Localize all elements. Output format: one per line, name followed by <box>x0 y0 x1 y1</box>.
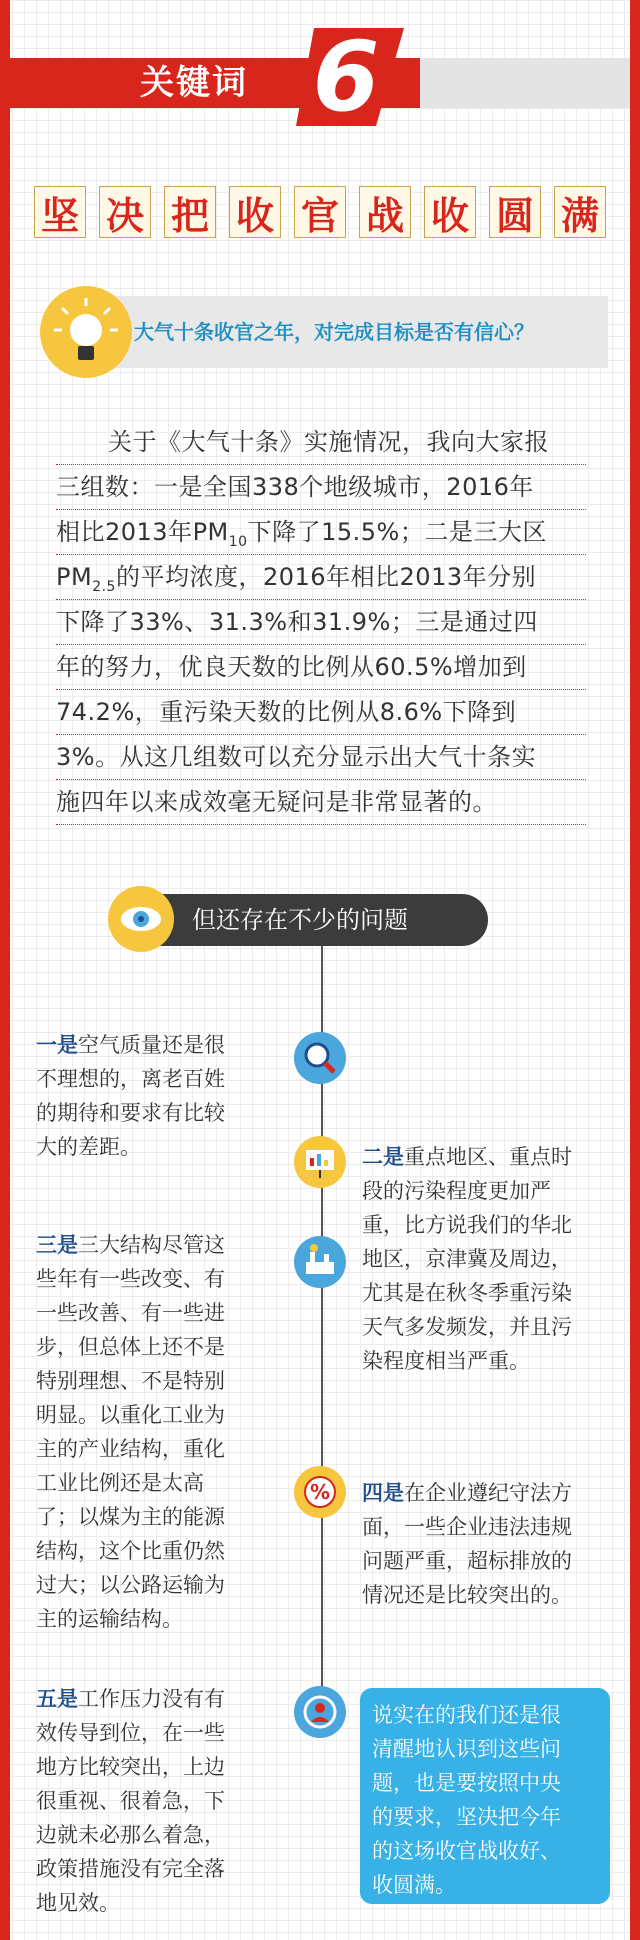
title-char: 满 <box>554 186 606 238</box>
paragraph-line <box>56 510 586 555</box>
item-key: 五是 <box>36 1687 78 1711</box>
item-text: 工作压力没有有 <box>78 1687 225 1711</box>
item-line <box>362 1140 614 1174</box>
item-line: 问题严重，超标排放的 <box>362 1549 572 1573</box>
item-line <box>36 1228 282 1262</box>
item-key: 二是 <box>362 1145 404 1169</box>
item-two <box>362 1140 614 1378</box>
callout-line: 题，也是要按照中央 <box>372 1771 561 1795</box>
paragraph-line-text: 下降了15.5%；二是三大区 <box>247 518 547 546</box>
item-line: 很重视、很着急，下 <box>36 1789 225 1813</box>
paragraph-line: 施四年以来成效毫无疑问是非常显著的。 <box>56 780 586 825</box>
keyword-number: 6 <box>312 22 380 132</box>
paragraph-line-text: 的平均浓度，2016年相比2013年分别 <box>115 563 537 591</box>
title-char: 把 <box>164 186 216 238</box>
callout-line: 清醒地认识到这些问 <box>372 1737 561 1761</box>
header-band-tail <box>420 58 630 108</box>
summary-paragraph <box>56 420 586 825</box>
item-four <box>362 1476 614 1612</box>
paragraph-line: 下降了33%、31.3%和31.9%；三是通过四 <box>56 600 586 645</box>
item-line: 段的污染程度更加严 <box>362 1179 551 1203</box>
item-line: 些年有一些改变、有 <box>36 1267 225 1291</box>
item-line <box>36 1682 282 1716</box>
item-three <box>36 1228 282 1636</box>
item-line: 尤其是在秋冬季重污染 <box>362 1281 572 1305</box>
item-line: 边就未必那么着急， <box>36 1823 225 1847</box>
item-key: 三是 <box>36 1233 78 1257</box>
item-text: 三大结构尽管这 <box>78 1233 225 1257</box>
pm10-subscript: 10 <box>228 533 248 550</box>
callout-line: 说实在的我们还是很 <box>372 1703 561 1727</box>
item-line: 明显。以重化工业为 <box>36 1403 225 1427</box>
item-key: 四是 <box>362 1481 404 1505</box>
item-line: 地方比较突出，上边 <box>36 1755 225 1779</box>
item-line: 情况还是比较突出的。 <box>362 1583 572 1607</box>
paragraph-line: 3%。从这几组数可以充分显示出大气十条实 <box>56 735 586 780</box>
item-line: 大的差距。 <box>36 1135 141 1159</box>
callout-line: 收圆满。 <box>372 1873 456 1897</box>
chart-board-icon <box>294 1136 346 1188</box>
title-char: 决 <box>99 186 151 238</box>
item-line: 染程度相当严重。 <box>362 1349 530 1373</box>
callout-line: 的要求，坚决把今年 <box>372 1805 561 1829</box>
paragraph-line: 年的努力，优良天数的比例从60.5%增加到 <box>56 645 586 690</box>
paragraph-line: 三组数：一是全国338个地级城市，2016年 <box>56 465 586 510</box>
pm25-subscript: 2.5 <box>92 578 116 595</box>
main-title <box>34 186 606 238</box>
item-key: 一是 <box>36 1033 78 1057</box>
title-char: 官 <box>294 186 346 238</box>
person-refresh-icon <box>294 1686 346 1738</box>
item-line: 了；以煤为主的能源 <box>36 1505 225 1529</box>
item-line: 主的运输结构。 <box>36 1607 183 1631</box>
item-five <box>36 1682 282 1920</box>
paragraph-line <box>56 555 586 600</box>
pm10-prefix: 相比2013年PM <box>56 518 229 546</box>
item-line <box>36 1028 282 1062</box>
paragraph-line: 关于《大气十条》实施情况，我向大家报 <box>56 420 586 465</box>
title-char: 坚 <box>34 186 86 238</box>
magnifier-icon <box>294 1032 346 1084</box>
item-text: 重点地区、重点时 <box>404 1145 572 1169</box>
factory-icon <box>294 1236 346 1288</box>
problems-title: 但还存在不少的问题 <box>192 906 408 934</box>
item-line: 的期待和要求有比较 <box>36 1101 225 1125</box>
item-line: 过大；以公路运输为 <box>36 1573 225 1597</box>
title-char: 圆 <box>489 186 541 238</box>
item-line: 重，比方说我们的华北 <box>362 1213 572 1237</box>
item-line: 不理想的，离老百姓 <box>36 1067 225 1091</box>
item-line: 地见效。 <box>36 1891 120 1915</box>
item-line: 工业比例还是太高 <box>36 1471 204 1495</box>
keyword-label: 关键词 <box>140 63 248 103</box>
conclusion-text <box>372 1698 608 1902</box>
item-line: 步，但总体上还不是 <box>36 1335 225 1359</box>
question-text: 大气十条收官之年，对完成目标是否有信心？ <box>134 320 534 344</box>
item-text: 在企业遵纪守法方 <box>404 1481 572 1505</box>
item-line: 面，一些企业违法违规 <box>362 1515 572 1539</box>
item-one <box>36 1028 282 1164</box>
item-line: 天气多发频发，并且污 <box>362 1315 572 1339</box>
item-line: 政策措施没有完全落 <box>36 1857 225 1881</box>
item-line: 主的产业结构，重化 <box>36 1437 225 1461</box>
title-char: 收 <box>229 186 281 238</box>
lightbulb-icon <box>40 286 132 378</box>
item-line <box>362 1476 614 1510</box>
item-line: 效传导到位，在一些 <box>36 1721 225 1745</box>
eye-icon <box>108 886 174 952</box>
paragraph-line: 74.2%，重污染天数的比例从8.6%下降到 <box>56 690 586 735</box>
item-line: 地区，京津冀及周边， <box>362 1247 572 1271</box>
title-char: 收 <box>424 186 476 238</box>
item-line: 特别理想、不是特别 <box>36 1369 225 1393</box>
right-rail <box>630 0 640 1940</box>
left-rail <box>0 0 10 1940</box>
pm25-prefix: PM <box>56 563 93 591</box>
percent-icon <box>294 1466 346 1518</box>
item-line: 结构，这个比重仍然 <box>36 1539 225 1563</box>
item-line: 一些改善、有一些进 <box>36 1301 225 1325</box>
callout-line: 的这场收官战收好、 <box>372 1839 561 1863</box>
keyword-number-badge <box>296 22 406 132</box>
title-char: 战 <box>359 186 411 238</box>
percent-glyph: % <box>309 1480 331 1504</box>
item-text: 空气质量还是很 <box>78 1033 225 1057</box>
